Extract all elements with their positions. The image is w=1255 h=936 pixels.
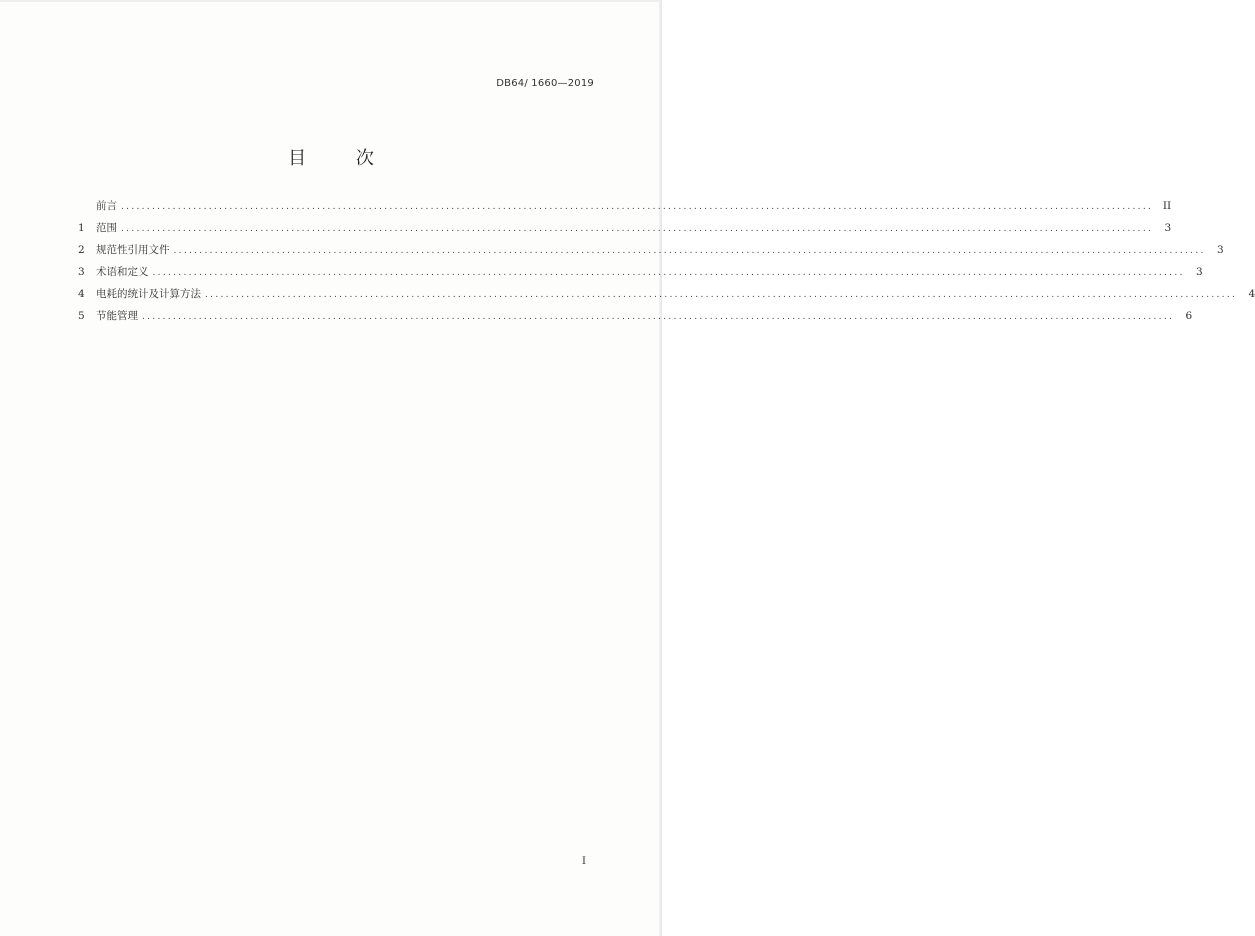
toc-entry-label: 前言 <box>96 200 117 212</box>
toc-leader-dots: ........................................................................................................................................................................................................ <box>121 224 1154 234</box>
toc-entry-number: 3 <box>78 266 85 278</box>
toc-entry[interactable] <box>78 308 1193 330</box>
table-of-contents <box>78 198 1255 330</box>
toc-title: 目 次 <box>288 148 396 169</box>
toc-entry-page: 3 <box>1216 244 1224 256</box>
toc-entry[interactable] <box>78 242 1224 264</box>
toc-entry[interactable] <box>78 198 1172 220</box>
toc-entry-page: 6 <box>1185 310 1193 322</box>
toc-leader-dots: ........................................................................................................................................................................................................ <box>173 246 1206 256</box>
scan-edge-top <box>0 0 662 2</box>
toc-entry[interactable] <box>78 264 1203 286</box>
toc-entry-page: 4 <box>1248 288 1255 300</box>
toc-entry-label: 电耗的统计及计算方法 <box>96 288 201 300</box>
toc-entry-number: 5 <box>78 310 85 322</box>
toc-leader-dots: ........................................................................................................................................................................................................ <box>142 312 1175 322</box>
toc-entry-number: 1 <box>78 222 85 234</box>
toc-entry-number: 2 <box>78 244 85 256</box>
toc-entry-page: 3 <box>1195 266 1203 278</box>
toc-entry-page: II <box>1162 200 1172 212</box>
toc-entry-page: 3 <box>1164 222 1172 234</box>
scan-edge-right <box>659 0 662 936</box>
toc-entry-label: 术语和定义 <box>96 266 149 278</box>
page-number: I <box>582 856 586 867</box>
toc-entry-label: 节能管理 <box>96 310 138 322</box>
toc-entry-number: 4 <box>78 288 85 300</box>
toc-entry[interactable] <box>78 286 1255 308</box>
toc-entry-label: 规范性引用文件 <box>96 244 170 256</box>
toc-leader-dots: ........................................................................................................................................................................................................ <box>205 290 1238 300</box>
toc-entry[interactable] <box>78 220 1172 242</box>
toc-leader-dots: ........................................................................................................................................................................................................ <box>121 202 1154 212</box>
document-number: DB64/ 1660—2019 <box>496 78 594 89</box>
toc-entry-label: 范围 <box>96 222 117 234</box>
toc-leader-dots: ........................................................................................................................................................................................................ <box>152 268 1185 278</box>
